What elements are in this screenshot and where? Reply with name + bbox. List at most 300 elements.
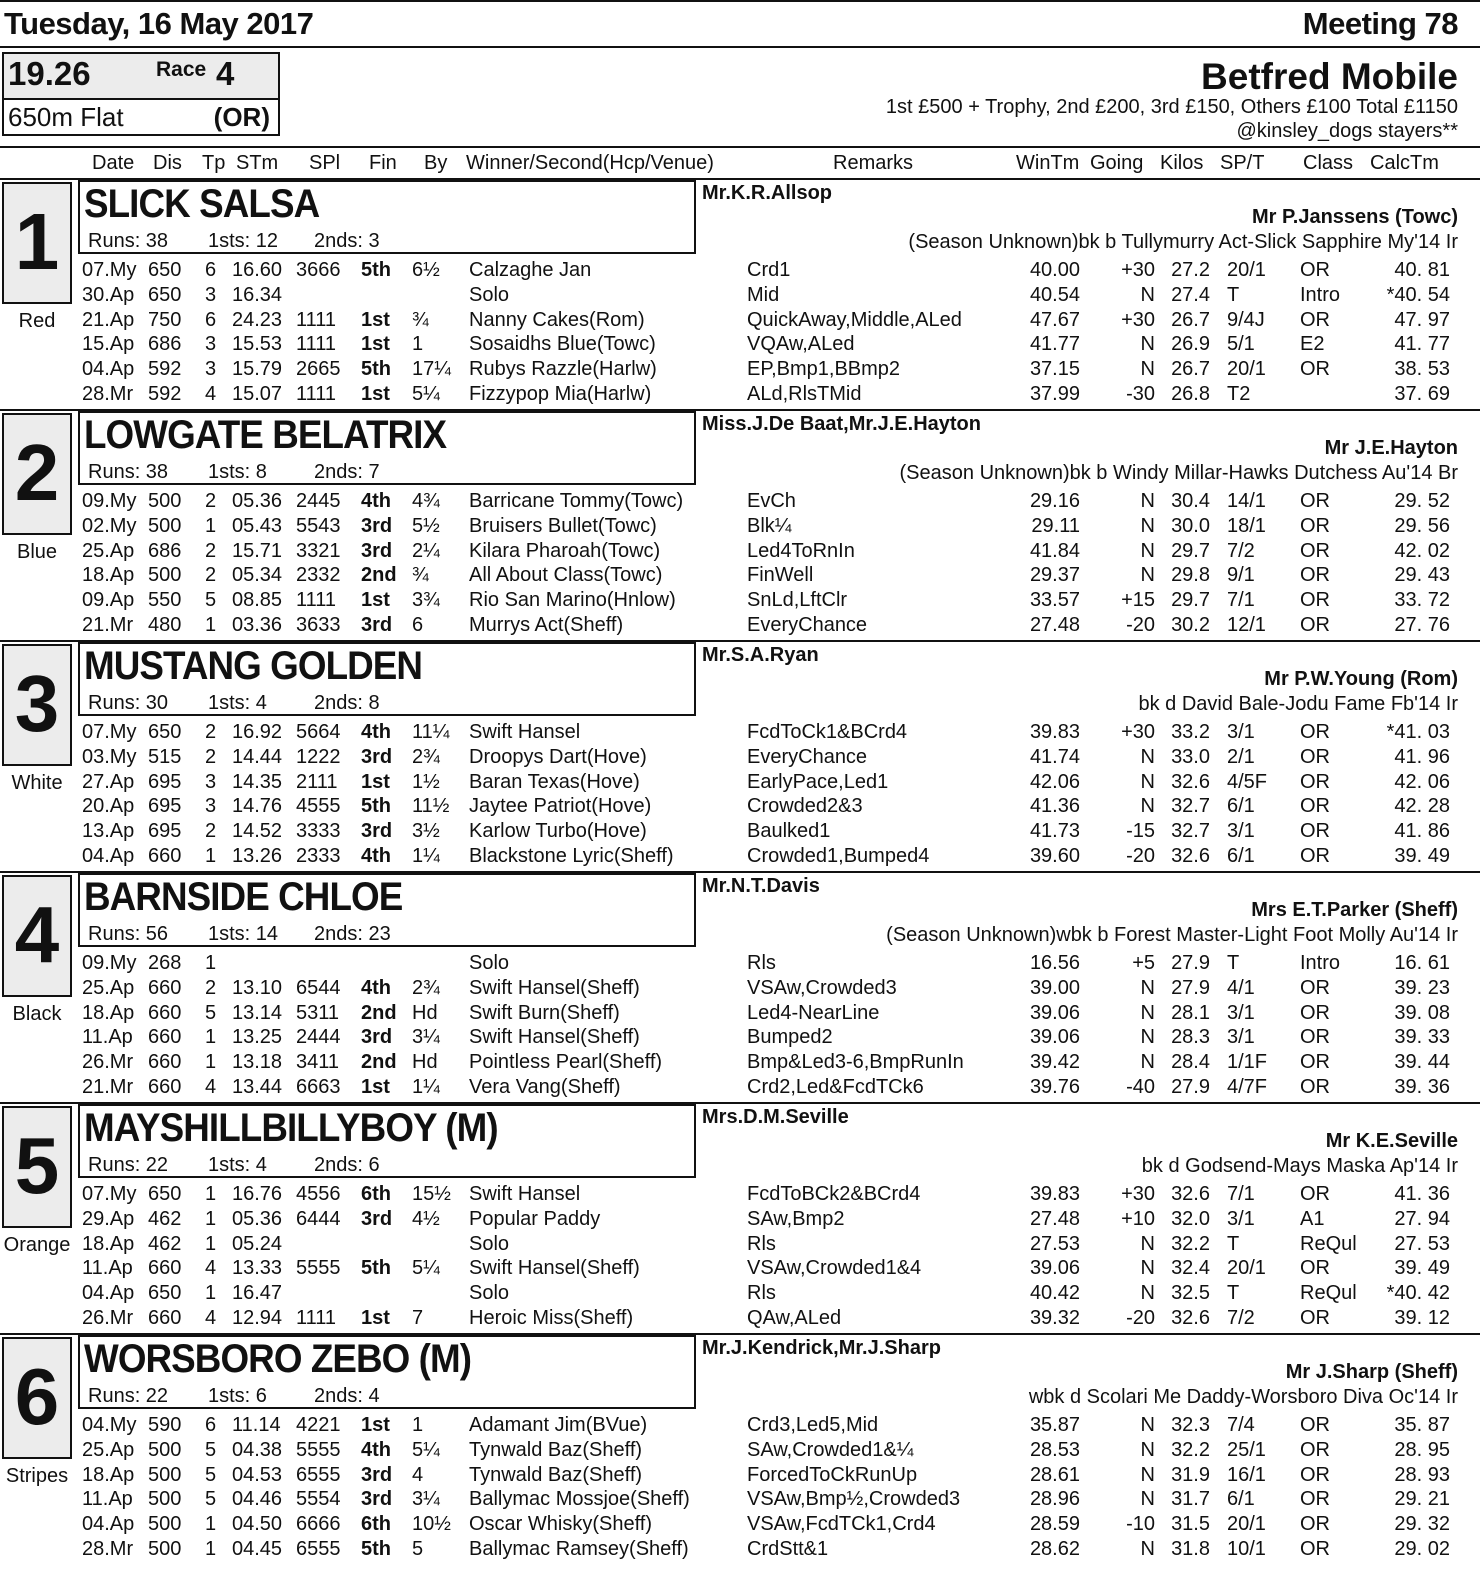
form-wintm: 37.99: [1029, 383, 1080, 405]
form-fin: 3rd: [361, 614, 393, 636]
form-tp: 2: [205, 745, 217, 768]
form-going: N: [1140, 283, 1155, 306]
form-dis: 515: [148, 745, 182, 768]
form-spt: 7/4: [1227, 1414, 1255, 1436]
form-winner: Murrys Act(Sheff): [469, 614, 624, 636]
form-wintm: 47.67: [1029, 308, 1080, 331]
form-winner: Jaytee Patriot(Hove): [469, 795, 652, 818]
form-wintm: 39.06: [1029, 1257, 1080, 1280]
form-date: 07.My: [82, 1183, 137, 1205]
form-date: 25.Ap: [82, 976, 135, 999]
form-spt: T: [1227, 1232, 1240, 1255]
form-going: N: [1140, 1257, 1155, 1280]
form-winner: Fizzypop Mia(Harlw): [469, 383, 652, 405]
form-calctm: 29. 32: [1394, 1513, 1450, 1536]
form-class: OR: [1300, 1026, 1330, 1049]
form-date: 04.Ap: [82, 1513, 135, 1536]
form-dis: 660: [148, 1026, 182, 1049]
form-calctm: 29. 21: [1394, 1488, 1450, 1511]
stat-firsts: 1sts: 8: [208, 461, 267, 483]
form-class: OR: [1300, 1463, 1330, 1486]
owner: Miss.J.De Baat,Mr.J.E.Hayton: [702, 413, 981, 435]
form-class: OR: [1300, 308, 1330, 331]
form-tp: 5: [205, 589, 217, 612]
form-spt: 9/1: [1227, 564, 1255, 587]
form-class: OR: [1300, 259, 1330, 281]
trap-number: 3: [14, 659, 60, 748]
form-going: N: [1140, 564, 1155, 587]
breeding: (Season Unknown)wbk b Forest Master-Light Foot Molly Au'14 Ir: [886, 924, 1458, 946]
form-winner: Droopys Dart(Hove): [469, 745, 647, 768]
form-dis: 660: [148, 845, 182, 867]
form-dis: 695: [148, 770, 182, 793]
form-date: 09.My: [82, 490, 137, 512]
form-row: [0, 1537, 1480, 1562]
form-by: 3¼: [412, 1026, 440, 1049]
trap-number: 4: [14, 890, 60, 979]
form-by: 17¼: [412, 358, 451, 381]
form-kilos: 33.2: [1171, 721, 1210, 743]
form-remarks: EarlyPace,Led1: [747, 770, 889, 793]
form-fin: 3rd: [361, 514, 393, 537]
form-going: +30: [1121, 259, 1155, 281]
form-remarks: Crd1: [747, 259, 791, 281]
form-dis: 660: [148, 1076, 182, 1098]
breeding: wbk d Scolari Me Daddy-Worsboro Diva Oc'14 Ir: [1028, 1386, 1458, 1408]
form-tp: 3: [205, 795, 217, 818]
trainer: Mrs E.T.Parker (Sheff): [1251, 899, 1458, 921]
form-dis: 686: [148, 539, 182, 562]
form-stm: 11.14: [232, 1414, 281, 1436]
form-kilos: 32.2: [1171, 1438, 1210, 1461]
form-calctm: 29. 52: [1394, 490, 1450, 512]
form-dis: 660: [148, 976, 182, 999]
form-kilos: 29.7: [1171, 589, 1210, 612]
form-by: 15½: [412, 1183, 451, 1205]
form-row: [0, 720, 1480, 745]
form-by: 4: [412, 1463, 424, 1486]
form-kilos: 26.9: [1171, 333, 1210, 356]
form-date: 09.Ap: [82, 589, 135, 612]
form-calctm: 47. 97: [1394, 308, 1450, 331]
form-spt: 12/1: [1227, 614, 1266, 636]
form-spl: 1111: [296, 333, 337, 356]
form-date: 18.Ap: [82, 1463, 135, 1486]
form-stm: 14.35: [232, 770, 283, 793]
form-spt: 20/1: [1227, 259, 1266, 281]
form-row: [0, 357, 1480, 382]
form-tp: 2: [205, 490, 217, 512]
form-going: -20: [1126, 1307, 1155, 1329]
form-class: OR: [1300, 1513, 1330, 1536]
trap-number: 1: [14, 197, 60, 286]
form-fin: 1st: [361, 383, 390, 405]
form-kilos: 30.2: [1171, 614, 1210, 636]
form-class: OR: [1300, 1307, 1330, 1329]
form-fin: 1st: [361, 1414, 390, 1436]
form-remarks: Crowded2&3: [747, 795, 863, 818]
form-class: OR: [1300, 1438, 1330, 1461]
trap-colour: Orange: [3, 1234, 71, 1256]
form-kilos: 32.6: [1171, 1183, 1210, 1205]
form-stm: 16.34: [232, 283, 283, 306]
form-going: N: [1140, 1026, 1155, 1049]
form-by: 5¼: [412, 1257, 440, 1280]
form-date: 07.My: [82, 259, 137, 281]
race-label: Race: [156, 58, 207, 81]
form-kilos: 26.8: [1171, 383, 1210, 405]
form-kilos: 27.9: [1171, 1076, 1210, 1098]
form-remarks: Rls: [747, 1232, 776, 1255]
form-winner: Blackstone Lyric(Sheff): [469, 845, 674, 867]
trap-colour: Blue: [16, 541, 58, 563]
stat-seconds: 2nds: 6: [314, 1154, 380, 1176]
form-wintm: 28.59: [1029, 1513, 1080, 1536]
form-spl: 5664: [296, 721, 341, 743]
form-remarks: VQAw,ALed: [747, 333, 855, 356]
form-going: +30: [1121, 308, 1155, 331]
form-class: OR: [1300, 614, 1330, 636]
form-date: 26.Mr: [82, 1051, 134, 1074]
stat-seconds: 2nds: 7: [314, 461, 380, 483]
form-spt: T: [1227, 1282, 1240, 1305]
trap-number: 5: [14, 1121, 60, 1210]
form-remarks: Crd2,Led&FcdTCk6: [747, 1076, 924, 1098]
form-tp: 1: [205, 952, 217, 974]
form-spt: 7/2: [1227, 1307, 1255, 1329]
form-remarks: VSAw,Crowded1&4: [747, 1257, 922, 1280]
form-class: OR: [1300, 358, 1330, 381]
trainer: Mr K.E.Seville: [1325, 1130, 1458, 1152]
form-remarks: EvCh: [747, 490, 796, 512]
form-spt: 10/1: [1227, 1538, 1266, 1560]
form-wintm: 39.32: [1029, 1307, 1080, 1329]
form-calctm: 40. 81: [1394, 259, 1450, 281]
form-dis: 500: [148, 564, 182, 587]
form-spl: 1111: [296, 308, 337, 331]
form-stm: 13.44: [232, 1076, 283, 1098]
form-kilos: 32.4: [1171, 1257, 1210, 1280]
owner: Mr.N.T.Davis: [702, 875, 820, 897]
form-winner: Swift Hansel: [469, 721, 581, 743]
form-date: 18.Ap: [82, 564, 135, 587]
form-kilos: 27.9: [1171, 976, 1210, 999]
trainer: Mr J.Sharp (Sheff): [1285, 1361, 1458, 1383]
form-tp: 5: [205, 1488, 217, 1511]
form-fin: 4th: [361, 976, 391, 999]
form-going: N: [1140, 514, 1155, 537]
form-dis: 660: [148, 1051, 182, 1074]
form-winner: Solo: [469, 952, 510, 974]
form-spt: 20/1: [1227, 1257, 1266, 1280]
form-class: Intro: [1300, 952, 1341, 974]
form-class: OR: [1300, 745, 1330, 768]
form-dis: 686: [148, 333, 182, 356]
form-spl: 1111: [296, 383, 337, 405]
form-fin: 1st: [361, 1076, 390, 1098]
dog-name-box: [78, 1335, 696, 1409]
form-class: OR: [1300, 514, 1330, 537]
form-by: 3¾: [412, 589, 440, 612]
form-spt: 14/1: [1227, 490, 1266, 512]
form-date: 09.My: [82, 952, 137, 974]
breeding: bk d Godsend-Mays Maska Ap'14 Ir: [1141, 1155, 1458, 1177]
form-spl: 5311: [296, 1001, 340, 1024]
form-dis: 480: [148, 614, 182, 636]
form-row: [0, 819, 1480, 844]
form-date: 21.Ap: [82, 308, 135, 331]
form-going: N: [1140, 1232, 1155, 1255]
form-winner: Sosaidhs Blue(Towc): [469, 333, 656, 356]
dog-name-box: [78, 873, 696, 947]
race-info-box: [2, 52, 280, 136]
form-remarks: QuickAway,Middle,ALed: [747, 308, 962, 331]
trap-colour: Black: [12, 1003, 62, 1025]
form-going: N: [1140, 1538, 1155, 1560]
form-fin: 3rd: [361, 1207, 393, 1230]
form-stm: 13.10: [232, 976, 283, 999]
form-row: [0, 283, 1480, 308]
form-spt: 5/1: [1227, 333, 1255, 356]
form-calctm: 29. 43: [1394, 564, 1450, 587]
form-calctm: 28. 93: [1394, 1463, 1450, 1486]
stat-firsts: 1sts: 14: [208, 923, 279, 945]
dog-name: BARNSIDE CHLOE: [84, 875, 403, 919]
form-dis: 650: [148, 259, 182, 281]
form-remarks: Led4ToRnIn: [747, 539, 855, 562]
form-kilos: 27.9: [1171, 952, 1210, 974]
form-by: Hd: [412, 1051, 438, 1074]
form-wintm: 28.96: [1029, 1488, 1080, 1511]
form-date: 28.Mr: [82, 383, 134, 405]
form-date: 25.Ap: [82, 539, 135, 562]
form-calctm: 39. 12: [1394, 1307, 1450, 1329]
form-spt: 20/1: [1227, 358, 1266, 381]
form-spt: 7/1: [1227, 1183, 1255, 1205]
form-date: 21.Mr: [82, 1076, 134, 1098]
breeding: (Season Unknown)bk b Tullymurry Act-Slick Sapphire My'14 Ir: [908, 231, 1458, 253]
form-kilos: 30.4: [1171, 490, 1210, 512]
form-class: OR: [1300, 1538, 1330, 1560]
col-by: By: [424, 152, 448, 174]
form-date: 21.Mr: [82, 614, 134, 636]
form-calctm: 41. 96: [1394, 745, 1450, 768]
form-spt: T: [1227, 283, 1240, 306]
form-fin: 5th: [361, 795, 391, 818]
form-spl: 6663: [296, 1076, 341, 1098]
form-by: 7: [412, 1307, 424, 1329]
form-tp: 1: [205, 1282, 217, 1305]
form-kilos: 31.5: [1171, 1513, 1210, 1536]
trainer: Mr P.W.Young (Rom): [1264, 668, 1458, 690]
form-stm: 15.71: [232, 539, 283, 562]
form-calctm: 29. 56: [1394, 514, 1450, 537]
form-remarks: FcdToCk1&BCrd4: [747, 721, 908, 743]
form-spt: 7/2: [1227, 539, 1255, 562]
form-fin: 5th: [361, 1257, 391, 1280]
form-stm: 13.25: [232, 1026, 283, 1049]
form-class: A1: [1300, 1207, 1325, 1230]
form-by: ¾: [412, 308, 429, 331]
race-distance: 650m Flat: [8, 102, 124, 132]
form-by: 1¼: [412, 1076, 440, 1098]
form-spl: 4555: [296, 795, 341, 818]
form-calctm: 39. 33: [1394, 1026, 1450, 1049]
form-remarks: ALd,RlsTMid: [747, 383, 862, 405]
form-stm: 15.07: [232, 383, 283, 405]
form-calctm: 39. 44: [1394, 1051, 1450, 1074]
form-winner: Solo: [469, 283, 510, 306]
form-fin: 5th: [361, 1538, 391, 1560]
form-wintm: 28.53: [1029, 1438, 1080, 1461]
form-wintm: 41.73: [1029, 820, 1080, 843]
form-wintm: 35.87: [1029, 1414, 1080, 1436]
trainer: Mr P.Janssens (Towc): [1252, 206, 1458, 228]
form-going: N: [1140, 770, 1155, 793]
form-row: [0, 1001, 1480, 1026]
form-spl: 4221: [296, 1414, 341, 1436]
form-date: 04.My: [82, 1414, 137, 1436]
form-calctm: 38. 53: [1394, 358, 1450, 381]
form-tp: 3: [205, 770, 217, 793]
form-spt: 3/1: [1227, 1207, 1255, 1230]
form-by: Hd: [412, 1001, 438, 1024]
form-dis: 500: [148, 1463, 182, 1486]
form-winner: Solo: [469, 1282, 510, 1305]
form-tp: 5: [205, 1001, 217, 1024]
stat-runs: Runs: 38: [88, 230, 169, 252]
form-wintm: 40.42: [1029, 1282, 1080, 1305]
form-going: N: [1140, 358, 1155, 381]
form-class: OR: [1300, 845, 1330, 867]
form-winner: Rio San Marino(Hnlow): [469, 589, 676, 612]
form-stm: 04.46: [232, 1488, 283, 1511]
form-class: OR: [1300, 564, 1330, 587]
form-fin: 4th: [361, 721, 391, 743]
form-fin: 1st: [361, 333, 390, 356]
form-class: OR: [1300, 1051, 1330, 1074]
form-stm: 15.53: [232, 333, 283, 356]
form-date: 11.Ap: [82, 1257, 133, 1280]
form-row: [0, 745, 1480, 770]
form-row: [0, 1207, 1480, 1232]
form-tp: 3: [205, 358, 217, 381]
form-remarks: Led4-NearLine: [747, 1001, 880, 1024]
dog-name-box: [78, 1104, 696, 1178]
form-by: 11½: [412, 795, 450, 818]
form-spl: 1111: [296, 1307, 337, 1329]
form-spt: T2: [1227, 383, 1251, 405]
form-dis: 500: [148, 1438, 182, 1461]
form-stm: 16.92: [232, 721, 283, 743]
form-class: OR: [1300, 976, 1330, 999]
form-calctm: 39. 36: [1394, 1076, 1450, 1098]
form-going: N: [1140, 1282, 1155, 1305]
form-class: OR: [1300, 1488, 1330, 1511]
form-going: N: [1140, 1463, 1155, 1486]
form-stm: 14.52: [232, 820, 283, 843]
form-tp: 2: [205, 539, 217, 562]
form-wintm: 39.83: [1029, 1183, 1080, 1205]
form-wintm: 39.83: [1029, 721, 1080, 743]
form-going: N: [1140, 1051, 1155, 1074]
form-fin: 5th: [361, 358, 391, 381]
form-fin: 2nd: [361, 1001, 397, 1024]
form-kilos: 28.4: [1171, 1051, 1210, 1074]
form-going: -15: [1126, 820, 1155, 843]
form-wintm: 41.84: [1029, 539, 1080, 562]
form-tp: 4: [205, 1307, 217, 1329]
form-row: [0, 613, 1480, 638]
form-by: 5: [412, 1538, 424, 1560]
stat-runs: Runs: 56: [88, 923, 169, 945]
form-winner: Ballymac Ramsey(Sheff): [469, 1538, 689, 1560]
col-remarks: Remarks: [833, 152, 914, 174]
form-calctm: *41. 03: [1386, 721, 1450, 743]
form-winner: Swift Hansel(Sheff): [469, 976, 640, 999]
form-kilos: 30.0: [1171, 514, 1210, 537]
form-kilos: 32.7: [1171, 795, 1210, 818]
form-spl: 6555: [296, 1463, 341, 1486]
form-calctm: 39. 49: [1394, 845, 1450, 867]
form-class: OR: [1300, 539, 1330, 562]
form-calctm: 41. 77: [1394, 333, 1450, 356]
col-stm: STm: [236, 152, 279, 174]
form-tp: 1: [205, 1207, 217, 1230]
form-winner: Karlow Turbo(Hove): [469, 820, 647, 843]
form-dis: 500: [148, 490, 182, 512]
form-winner: Adamant Jim(BVue): [469, 1414, 648, 1436]
form-dis: 592: [148, 358, 182, 381]
form-by: 10½: [412, 1513, 451, 1536]
form-stm: 13.18: [232, 1051, 283, 1074]
form-row: [0, 1281, 1480, 1306]
col-going: Going: [1090, 152, 1144, 174]
form-date: 04.Ap: [82, 358, 135, 381]
form-class: OR: [1300, 1001, 1330, 1024]
form-by: 4½: [412, 1207, 440, 1230]
form-spl: 6444: [296, 1207, 341, 1230]
stat-firsts: 1sts: 6: [208, 1385, 267, 1407]
form-going: N: [1140, 1438, 1155, 1461]
col-spl: SPl: [309, 152, 341, 174]
form-by: 6½: [412, 259, 440, 281]
form-tp: 6: [205, 259, 217, 281]
form-tp: 6: [205, 308, 217, 331]
form-wintm: 41.77: [1029, 333, 1080, 356]
form-stm: 03.36: [232, 614, 283, 636]
form-wintm: 27.48: [1029, 1207, 1080, 1230]
form-stm: 14.76: [232, 795, 283, 818]
form-tp: 6: [205, 1414, 217, 1436]
form-tp: 2: [205, 976, 217, 999]
form-spt: 6/1: [1227, 795, 1255, 818]
form-stm: 13.26: [232, 845, 283, 867]
form-going: +15: [1121, 589, 1155, 612]
col-date: Date: [92, 152, 135, 174]
form-stm: 05.36: [232, 490, 283, 512]
form-calctm: 29. 02: [1394, 1538, 1450, 1560]
form-tp: 1: [205, 614, 217, 636]
form-class: OR: [1300, 820, 1330, 843]
form-winner: Solo: [469, 1232, 510, 1255]
form-class: ReQul: [1300, 1232, 1357, 1255]
form-stm: 05.34: [232, 564, 283, 587]
form-by: 1: [412, 1414, 424, 1436]
form-date: 04.Ap: [82, 845, 135, 867]
race-time: 19.26: [8, 55, 91, 92]
form-dis: 750: [148, 308, 182, 331]
